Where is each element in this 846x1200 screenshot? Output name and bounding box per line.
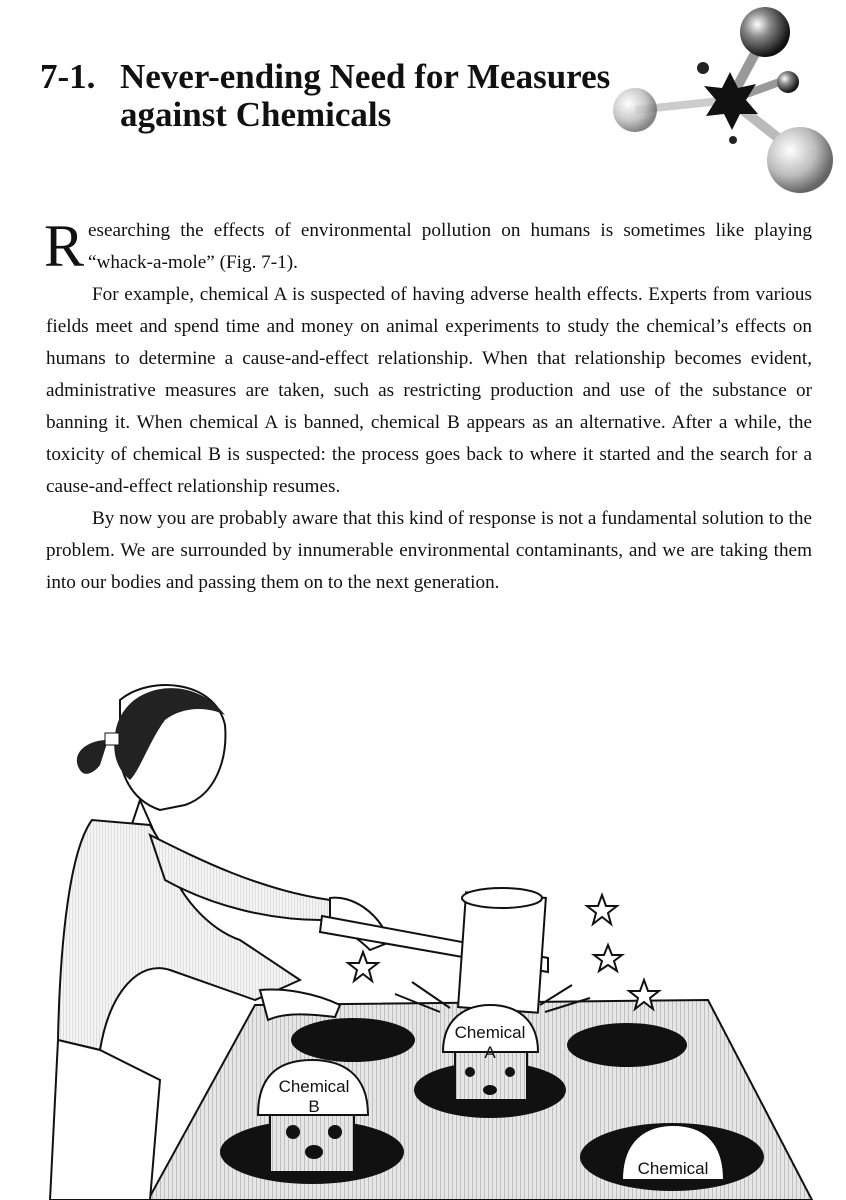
drop-cap: R [44,213,85,279]
mole-b-label: Chemical [278,1077,350,1096]
star-icon [594,945,622,971]
star-icon [348,952,378,981]
paragraph-1 [46,215,812,279]
body-text [46,215,812,599]
mole-chemical-b [258,1060,368,1172]
star-icon [587,895,617,924]
section-title-line1: Never-ending Need for Measures [120,57,611,96]
section-title [40,58,680,134]
section-title-line2: against Chemicals [120,95,392,134]
section-number: 7-1. [40,57,96,96]
hole [567,1023,687,1067]
paragraph-3: By now you are probably aware that this kind of response is not a fundamental solution to the problem. We are surrounded by innumerable environmental contaminants, and we are taking them into our bodies and passing them on to the next generation. [46,508,812,593]
whack-a-mole-illustration [0,660,846,1200]
hole [291,1018,415,1062]
paragraph-1-text: esearching the effects of environmental pollution on humans is sometimes like playing “whack-a-mole” (Fig. 7-1). [88,220,812,273]
mole-c-label: Chemical [637,1159,709,1178]
mole-b-letter: B [308,1097,320,1116]
paragraph-2: For example, chemical A is suspected of having adverse health effects. Experts from various fields meet and spend time and money on animal experiments to study the chemical’s effects on humans to determine a cause-and-effect relationship. When that relationship becomes evident, administrative measures are taken, such as restricting production and use of the substance or banning it. When chemical A is banned, chemical B appears as an alternative. After a while, the toxicity of chemical B is suspected: the process goes back to where it started and the search for a cause-and-effect relationship resumes. [46,284,812,497]
mole-a-letter: A [484,1043,496,1062]
mole-a-label: Chemical [454,1023,526,1042]
mole-chemical-a [443,1005,538,1100]
